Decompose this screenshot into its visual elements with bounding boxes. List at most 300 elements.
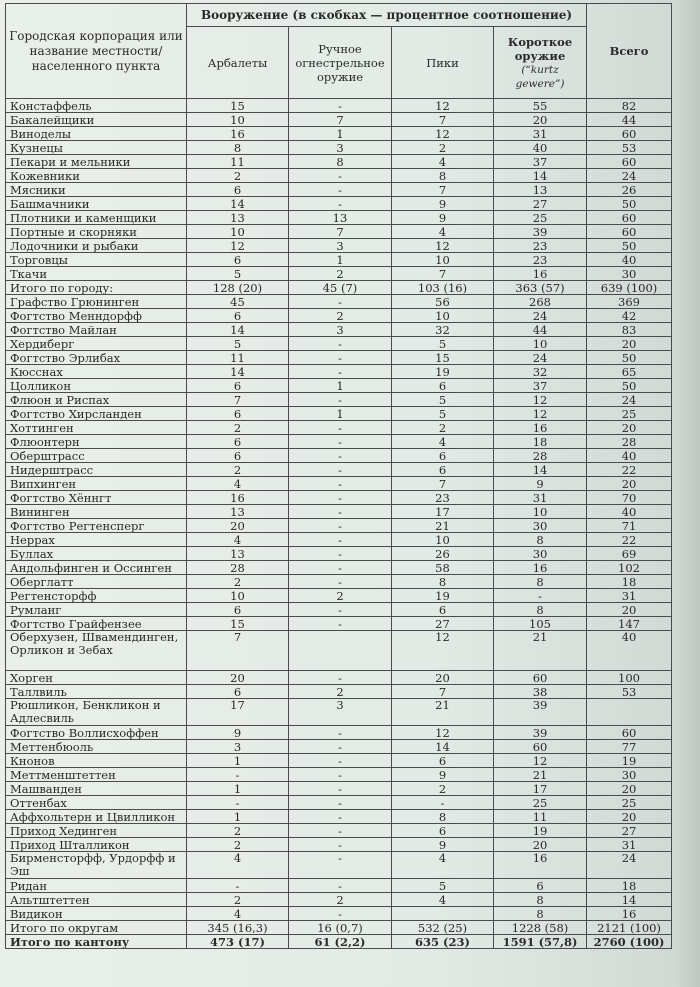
row-value: 38 (494, 685, 587, 699)
table-row (6, 740, 672, 754)
row-value: 635 (23) (392, 935, 494, 949)
row-value: - (289, 491, 392, 505)
row-value: 3 (289, 141, 392, 155)
row-value: 12 (392, 631, 494, 671)
row-value: 15 (392, 351, 494, 365)
row-value: 69 (587, 547, 672, 561)
row-value: 4 (392, 852, 494, 879)
table-row (6, 617, 672, 631)
row-value: 11 (494, 810, 587, 824)
row-value: 27 (494, 197, 587, 211)
row-value: 82 (587, 99, 672, 113)
row-value: 2 (289, 309, 392, 323)
row-value: 4 (187, 852, 289, 879)
row-label: Приход Хединген (6, 824, 187, 838)
row-value: 26 (587, 183, 672, 197)
row-value: 53 (587, 685, 672, 699)
row-value: 20 (587, 782, 672, 796)
table-row (6, 893, 672, 907)
row-value: 1 (289, 407, 392, 421)
table-row (6, 838, 672, 852)
table-row (6, 561, 672, 575)
row-value: 1 (289, 127, 392, 141)
row-value: 28 (494, 449, 587, 463)
row-value: 7 (392, 183, 494, 197)
row-value: - (289, 505, 392, 519)
row-value: 27 (587, 824, 672, 838)
row-label: Плотники и каменщики (6, 211, 187, 225)
row-value: 14 (187, 197, 289, 211)
row-value: - (494, 589, 587, 603)
row-value: 9 (494, 477, 587, 491)
table-row (6, 726, 672, 740)
row-value: 363 (57) (494, 281, 587, 295)
row-value: 24 (587, 393, 672, 407)
row-value: - (289, 295, 392, 309)
row-value: 71 (587, 519, 672, 533)
row-value: 12 (392, 99, 494, 113)
row-value: 60 (587, 155, 672, 169)
row-value: - (289, 561, 392, 575)
row-value: 2 (289, 893, 392, 907)
row-value: 60 (494, 671, 587, 685)
row-value: 6 (187, 253, 289, 267)
row-value: - (289, 99, 392, 113)
row-value: 12 (494, 407, 587, 421)
row-value (289, 631, 392, 671)
table-row (6, 379, 672, 393)
row-value: 6 (392, 449, 494, 463)
row-label: Фогтство Эрлибах (6, 351, 187, 365)
row-value: - (289, 796, 392, 810)
row-value: 4 (392, 435, 494, 449)
row-value: 39 (494, 699, 587, 726)
row-value: - (289, 435, 392, 449)
row-value: - (289, 824, 392, 838)
table-total-row (6, 281, 672, 295)
row-value: 23 (392, 491, 494, 505)
table-row (6, 768, 672, 782)
row-value: 14 (187, 365, 289, 379)
row-value: 2 (392, 782, 494, 796)
row-value: 6 (392, 824, 494, 838)
row-value: 16 (494, 421, 587, 435)
row-label: Башмачники (6, 197, 187, 211)
row-value: 20 (587, 477, 672, 491)
row-value: 13 (494, 183, 587, 197)
row-value: 6 (187, 309, 289, 323)
table-row (6, 671, 672, 685)
row-value (392, 907, 494, 921)
row-value: 369 (587, 295, 672, 309)
row-label: Оберглатт (6, 575, 187, 589)
row-label: Итого по округам (6, 921, 187, 935)
table-row (6, 852, 672, 879)
table-row (6, 323, 672, 337)
row-value: 12 (392, 726, 494, 740)
row-value: 9 (187, 726, 289, 740)
row-value: - (289, 671, 392, 685)
table-row (6, 155, 672, 169)
row-value: 60 (587, 225, 672, 239)
row-label: Машванден (6, 782, 187, 796)
row-value: 10 (494, 337, 587, 351)
row-value: - (289, 810, 392, 824)
row-label: Пекари и мельники (6, 155, 187, 169)
row-label: Хоттинген (6, 421, 187, 435)
row-value: 7 (289, 113, 392, 127)
row-label: Румланг (6, 603, 187, 617)
row-value: 21 (494, 768, 587, 782)
row-value: 39 (494, 726, 587, 740)
row-value: 10 (392, 253, 494, 267)
header-short-weapons (494, 27, 587, 99)
row-value: 7 (187, 393, 289, 407)
row-value: 45 (187, 295, 289, 309)
row-value: 24 (494, 351, 587, 365)
row-value: 6 (392, 463, 494, 477)
row-value: 14 (494, 169, 587, 183)
table-row (6, 575, 672, 589)
row-value: 6 (392, 754, 494, 768)
row-value: - (289, 754, 392, 768)
row-value: 23 (494, 239, 587, 253)
table-row (6, 211, 672, 225)
row-value: 11 (187, 155, 289, 169)
row-value: 8 (494, 533, 587, 547)
row-value: 6 (187, 435, 289, 449)
row-value: 7 (187, 631, 289, 671)
row-value: 1228 (58) (494, 921, 587, 935)
row-value: - (187, 768, 289, 782)
row-value: - (187, 879, 289, 893)
row-value: - (289, 852, 392, 879)
row-label: Мясники (6, 183, 187, 197)
table-total-row (6, 935, 672, 949)
row-value: 50 (587, 197, 672, 211)
row-value: 6 (187, 183, 289, 197)
row-value: 7 (392, 267, 494, 281)
table-row (6, 533, 672, 547)
table-row (6, 685, 672, 699)
row-label: Фогтство Хирсланден (6, 407, 187, 421)
table-row (6, 99, 672, 113)
table-row (6, 754, 672, 768)
row-label: Оттенбах (6, 796, 187, 810)
row-label: Нидерштрасс (6, 463, 187, 477)
row-label: Альтштеттен (6, 893, 187, 907)
table-row (6, 141, 672, 155)
row-value: - (289, 603, 392, 617)
row-value: 60 (494, 740, 587, 754)
row-value: 77 (587, 740, 672, 754)
row-value: 3 (289, 699, 392, 726)
row-value: 10 (187, 113, 289, 127)
row-value: 6 (187, 449, 289, 463)
row-value: 31 (587, 589, 672, 603)
row-value: 2 (187, 893, 289, 907)
row-value: 268 (494, 295, 587, 309)
row-label: Таллвиль (6, 685, 187, 699)
row-value: 28 (587, 435, 672, 449)
row-value: 60 (587, 127, 672, 141)
row-value: 13 (187, 211, 289, 225)
row-value: 8 (392, 810, 494, 824)
row-value: 8 (187, 141, 289, 155)
table-row (6, 796, 672, 810)
row-value: 16 (494, 561, 587, 575)
row-label: Неррах (6, 533, 187, 547)
header-firearms: Ручное огнестрельное оружие (289, 27, 392, 99)
armament-table (5, 3, 672, 949)
row-label: Меттенбюоль (6, 740, 187, 754)
table-row (6, 113, 672, 127)
row-value: 20 (187, 519, 289, 533)
row-value: 15 (187, 99, 289, 113)
table-body (6, 99, 672, 949)
table-row (6, 365, 672, 379)
row-value: 2 (289, 267, 392, 281)
row-value: 102 (587, 561, 672, 575)
table-row (6, 810, 672, 824)
row-label: Андольфинген и Оссинген (6, 561, 187, 575)
table-row (6, 295, 672, 309)
row-value: 50 (587, 239, 672, 253)
row-value: 20 (587, 603, 672, 617)
row-label: Цолликон (6, 379, 187, 393)
row-value: 9 (392, 838, 494, 852)
row-label: Меттменштеттен (6, 768, 187, 782)
row-value: 1 (289, 379, 392, 393)
row-value: 5 (392, 407, 494, 421)
row-label: Ткачи (6, 267, 187, 281)
row-value: - (289, 768, 392, 782)
table-row (6, 267, 672, 281)
row-value: 30 (587, 768, 672, 782)
row-value: 50 (587, 379, 672, 393)
row-label: Аффхольтерн и Цвилликон (6, 810, 187, 824)
table-row (6, 463, 672, 477)
row-value: 532 (25) (392, 921, 494, 935)
row-value: 6 (187, 685, 289, 699)
row-value: 11 (187, 351, 289, 365)
row-value: 2 (187, 169, 289, 183)
row-label: Хердиберг (6, 337, 187, 351)
row-value: 473 (17) (187, 935, 289, 949)
header-name-column: Городская корпорация или название местности/ населенного пункта (6, 4, 187, 99)
row-value: 32 (494, 365, 587, 379)
row-value: 14 (392, 740, 494, 754)
row-label: Регтенсторфф (6, 589, 187, 603)
row-value: 22 (587, 463, 672, 477)
row-value: 13 (289, 211, 392, 225)
header-short-title: Короткое оружие (507, 34, 573, 63)
row-label: Кюсснах (6, 365, 187, 379)
table-row (6, 491, 672, 505)
row-value: 45 (7) (289, 281, 392, 295)
row-value: 21 (494, 631, 587, 671)
row-value: 22 (587, 533, 672, 547)
row-value: 12 (187, 239, 289, 253)
row-label: Виноделы (6, 127, 187, 141)
table-row (6, 547, 672, 561)
row-value: 5 (392, 393, 494, 407)
row-value: 14 (587, 893, 672, 907)
row-value: 2 (187, 421, 289, 435)
row-value: 30 (494, 547, 587, 561)
row-value: - (289, 337, 392, 351)
row-value: 2760 (100) (587, 935, 672, 949)
row-label: Итого по кантону (6, 935, 187, 949)
row-value: 12 (494, 393, 587, 407)
row-value: 9 (392, 211, 494, 225)
row-value: 1 (187, 782, 289, 796)
row-value: 44 (494, 323, 587, 337)
row-value: 10 (392, 309, 494, 323)
row-value: 2 (187, 575, 289, 589)
table-row (6, 603, 672, 617)
row-label: Оберштрасс (6, 449, 187, 463)
row-value: 60 (587, 726, 672, 740)
row-value: 25 (587, 407, 672, 421)
row-label: Портные и скорняки (6, 225, 187, 239)
table-row (6, 449, 672, 463)
row-value: 1 (187, 810, 289, 824)
row-value: 6 (187, 603, 289, 617)
row-value: 2 (187, 838, 289, 852)
row-value: 16 (587, 907, 672, 921)
row-value: 37 (494, 379, 587, 393)
row-value: 12 (494, 754, 587, 768)
row-value: 83 (587, 323, 672, 337)
row-label: Бакалейщики (6, 113, 187, 127)
row-value: 7 (392, 685, 494, 699)
header-short-note: (“kurtz gewere”) (515, 63, 565, 90)
row-value: 9 (392, 197, 494, 211)
table-row (6, 239, 672, 253)
table-row (6, 631, 672, 671)
row-value: 6 (187, 407, 289, 421)
row-value: 6 (392, 603, 494, 617)
row-label: Рюшликон, Бенкликон и Адлесвиль (6, 699, 187, 726)
row-value: 39 (494, 225, 587, 239)
row-value: 10 (494, 505, 587, 519)
row-value: 20 (587, 337, 672, 351)
row-value: 56 (392, 295, 494, 309)
table-row (6, 351, 672, 365)
table-row (6, 127, 672, 141)
row-value: 21 (392, 699, 494, 726)
row-value: 2 (289, 685, 392, 699)
row-value: 2 (187, 463, 289, 477)
row-value: 25 (587, 796, 672, 810)
row-label: Приход Шталликон (6, 838, 187, 852)
table-row (6, 921, 672, 935)
row-value: - (289, 169, 392, 183)
row-value: 31 (494, 491, 587, 505)
row-value: 31 (494, 127, 587, 141)
row-value: 20 (587, 421, 672, 435)
row-value: 12 (392, 127, 494, 141)
row-label: Вининген (6, 505, 187, 519)
row-label: Констаффель (6, 99, 187, 113)
table-row (6, 699, 672, 726)
row-value: 7 (392, 113, 494, 127)
header-armament-group: Вооружение (в скобках — процентное соотношение) (187, 4, 587, 27)
row-label: Итого по городу: (6, 281, 187, 295)
row-value: 20 (494, 838, 587, 852)
row-value: 128 (20) (187, 281, 289, 295)
row-value: 16 (187, 127, 289, 141)
row-value: 147 (587, 617, 672, 631)
row-value: - (289, 351, 392, 365)
row-value: 1591 (57,8) (494, 935, 587, 949)
row-value: 20 (187, 671, 289, 685)
row-label: Фогтство Воллисхоффен (6, 726, 187, 740)
row-value: 6 (187, 379, 289, 393)
row-value: - (289, 575, 392, 589)
row-value: 65 (587, 365, 672, 379)
row-value: 20 (494, 113, 587, 127)
row-value: 25 (494, 796, 587, 810)
row-value: 23 (494, 253, 587, 267)
row-value: 40 (587, 253, 672, 267)
row-value: 16 (494, 852, 587, 879)
row-label: Флюон и Риспах (6, 393, 187, 407)
row-value: 19 (392, 589, 494, 603)
table-row (6, 589, 672, 603)
row-value: - (289, 477, 392, 491)
table-row (6, 225, 672, 239)
row-value: 2 (187, 824, 289, 838)
row-value: 1 (289, 253, 392, 267)
row-value: 7 (392, 477, 494, 491)
row-value: 18 (587, 879, 672, 893)
table-row (6, 253, 672, 267)
table-row (6, 824, 672, 838)
row-value: 3 (289, 323, 392, 337)
row-value: 30 (587, 267, 672, 281)
row-value: 100 (587, 671, 672, 685)
table-row (6, 309, 672, 323)
row-value: 17 (494, 782, 587, 796)
row-value: 16 (187, 491, 289, 505)
row-value: 20 (392, 671, 494, 685)
row-value: - (289, 449, 392, 463)
row-value: - (289, 197, 392, 211)
row-label: Фогтство Регтенсперг (6, 519, 187, 533)
row-value: - (289, 519, 392, 533)
row-value: 10 (187, 225, 289, 239)
row-value: 24 (494, 309, 587, 323)
row-value: - (289, 393, 392, 407)
row-value: 8 (494, 893, 587, 907)
row-value: - (392, 796, 494, 810)
row-value: 55 (494, 99, 587, 113)
table-row (6, 782, 672, 796)
row-value: 2 (289, 589, 392, 603)
row-value: 4 (392, 155, 494, 169)
row-value: 19 (587, 754, 672, 768)
row-value: 16 (494, 267, 587, 281)
table-row (6, 477, 672, 491)
row-value: 8 (494, 575, 587, 589)
row-value: 31 (587, 838, 672, 852)
row-label: Ридан (6, 879, 187, 893)
row-value: 17 (187, 699, 289, 726)
table-row (6, 393, 672, 407)
row-label: Торговцы (6, 253, 187, 267)
